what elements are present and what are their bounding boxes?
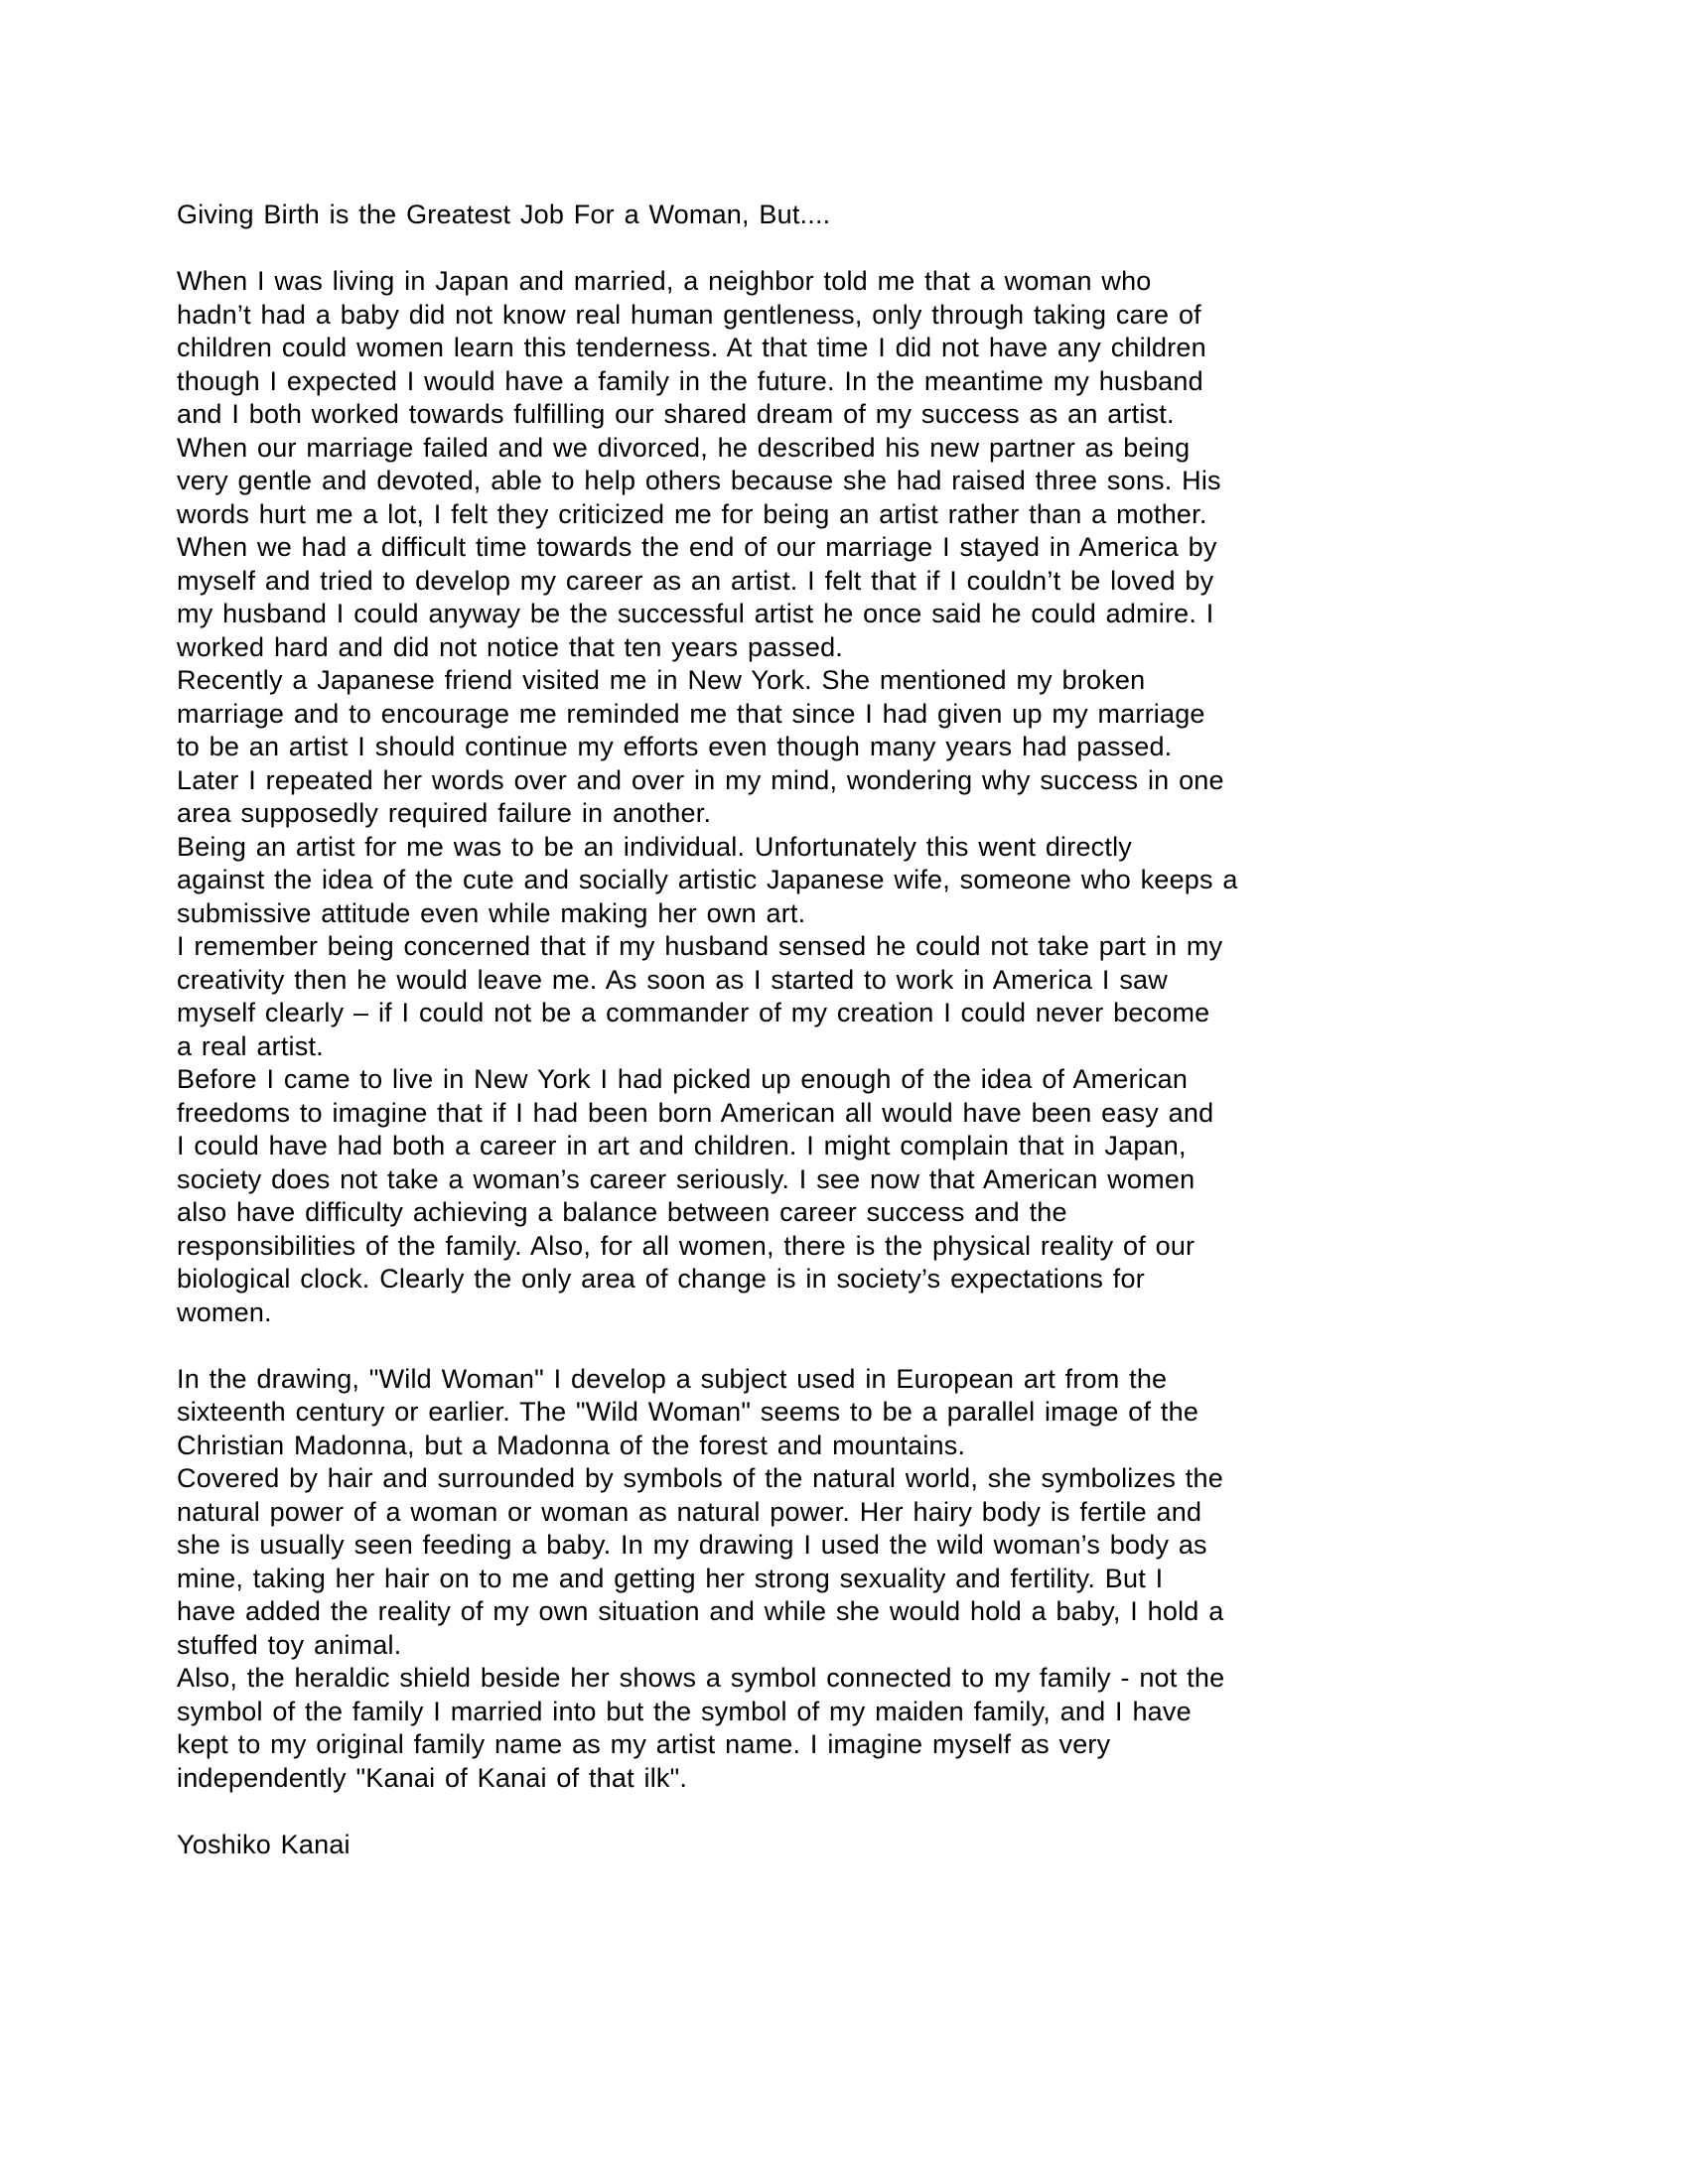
text-line: mine, taking her hair on to me and getting her strong sexuality and fertility. But I — [177, 1563, 1164, 1593]
text-line: When we had a difficult time towards the end of our marriage I stayed in America by — [177, 532, 1217, 562]
text-line: submissive attitude even while making her own art. — [177, 897, 806, 928]
text-line: natural power of a woman or woman as natural power. Her hairy body is fertile and — [177, 1496, 1202, 1527]
text-line: Before I came to live in New York I had picked up enough of the idea of American — [177, 1064, 1189, 1094]
text-line: women. — [177, 1297, 272, 1327]
text-line: though I expected I would have a family in the future. In the meantime my husband — [177, 365, 1203, 396]
text-line: independently "Kanai of Kanai of that ilk". — [177, 1762, 688, 1793]
text-line: Recently a Japanese friend visited me in New York. She mentioned my broken — [177, 665, 1146, 695]
text-line: myself clearly – if I could not be a commander of my creation I could never become — [177, 998, 1210, 1027]
text-line: Being an artist for me was to be an individual. Unfortunately this went directly — [177, 831, 1132, 862]
document-body — [177, 199, 1438, 1861]
paragraph-1 — [177, 265, 1438, 1329]
paragraph-2 — [177, 1363, 1438, 1796]
blank-line — [177, 232, 1438, 266]
text-line: hadn’t had a baby did not know real human gentleness, only through taking care of — [177, 299, 1201, 330]
text-line: Later I repeated her words over and over in my mind, wondering why success in one — [177, 764, 1224, 795]
text-line: against the idea of the cute and socially artistic Japanese wife, someone who keeps a — [177, 865, 1238, 894]
signature: Yoshiko Kanai — [177, 1829, 351, 1859]
text-line: Covered by hair and surrounded by symbols of the natural world, she symbolizes the — [177, 1463, 1223, 1493]
text-line: myself and tried to develop my career as an artist. I felt that if I couldn’t be loved by — [177, 565, 1214, 596]
text-line: kept to my original family name as my artist name. I imagine myself as very — [177, 1729, 1111, 1759]
text-line: a real artist. — [177, 1030, 324, 1061]
text-line: stuffed toy animal. — [177, 1629, 402, 1660]
text-line: I remember being concerned that if my husband sensed he could not take part in my — [177, 931, 1223, 961]
text-line: responsibilities of the family. Also, for all women, there is the physical reality of our — [177, 1230, 1196, 1261]
text-line: Christian Madonna, but a Madonna of the forest and mountains. — [177, 1430, 966, 1460]
text-line: freedoms to imagine that if I had been born American all would have been easy and — [177, 1097, 1214, 1128]
text-line: When I was living in Japan and married, a neighbor told me that a woman who — [177, 266, 1152, 296]
text-line: to be an artist I should continue my efforts even though many years had passed. — [177, 732, 1173, 761]
text-line: she is usually seen feeding a baby. In my drawing I used the wild woman’s body as — [177, 1530, 1207, 1560]
text-line: children could women learn this tenderness. At that time I did not have any children — [177, 333, 1206, 362]
text-line: In the drawing, "Wild Woman" I develop a subject used in European art from the — [177, 1363, 1168, 1394]
text-line: my husband I could anyway be the successful artist he once said he could admire. I — [177, 599, 1214, 628]
text-line: marriage and to encourage me reminded me that since I had given up my marriage — [177, 698, 1205, 729]
text-line: creativity then he would leave me. As soon as I started to work in America I saw — [177, 964, 1168, 995]
blank-line — [177, 1795, 1438, 1829]
text-line: words hurt me a lot, I felt they criticized me for being an artist rather than a mother. — [177, 498, 1207, 529]
text-line: I could have had both a career in art and children. I might complain that in Japan, — [177, 1131, 1187, 1160]
text-line: very gentle and devoted, able to help others because she had raised three sons. His — [177, 466, 1221, 495]
text-line: have added the reality of my own situation and while she would hold a baby, I hold a — [177, 1596, 1224, 1626]
text-line: sixteenth century or earlier. The "Wild Woman" seems to be a parallel image of the — [177, 1397, 1199, 1427]
text-line: worked hard and did not notice that ten years passed. — [177, 631, 844, 662]
text-line: symbol of the family I married into but the symbol of my maiden family, and I have — [177, 1696, 1192, 1726]
text-line: Also, the heraldic shield beside her shows a symbol connected to my family - not the — [177, 1663, 1225, 1693]
text-line: biological clock. Clearly the only area of change is in society’s expectations for — [177, 1264, 1145, 1294]
text-line: society does not take a woman’s career seriously. I see now that American women — [177, 1163, 1196, 1194]
document-title: Giving Birth is the Greatest Job For a Woman, But.... — [177, 200, 831, 229]
text-line: also have difficulty achieving a balance between career success and the — [177, 1197, 1067, 1227]
text-line: area supposedly required failure in another. — [177, 798, 712, 828]
text-line: When our marriage failed and we divorced, he described his new partner as being — [177, 432, 1191, 463]
blank-line — [177, 1329, 1438, 1363]
text-line: and I both worked towards fulfilling our shared dream of my success as an artist. — [177, 399, 1175, 429]
